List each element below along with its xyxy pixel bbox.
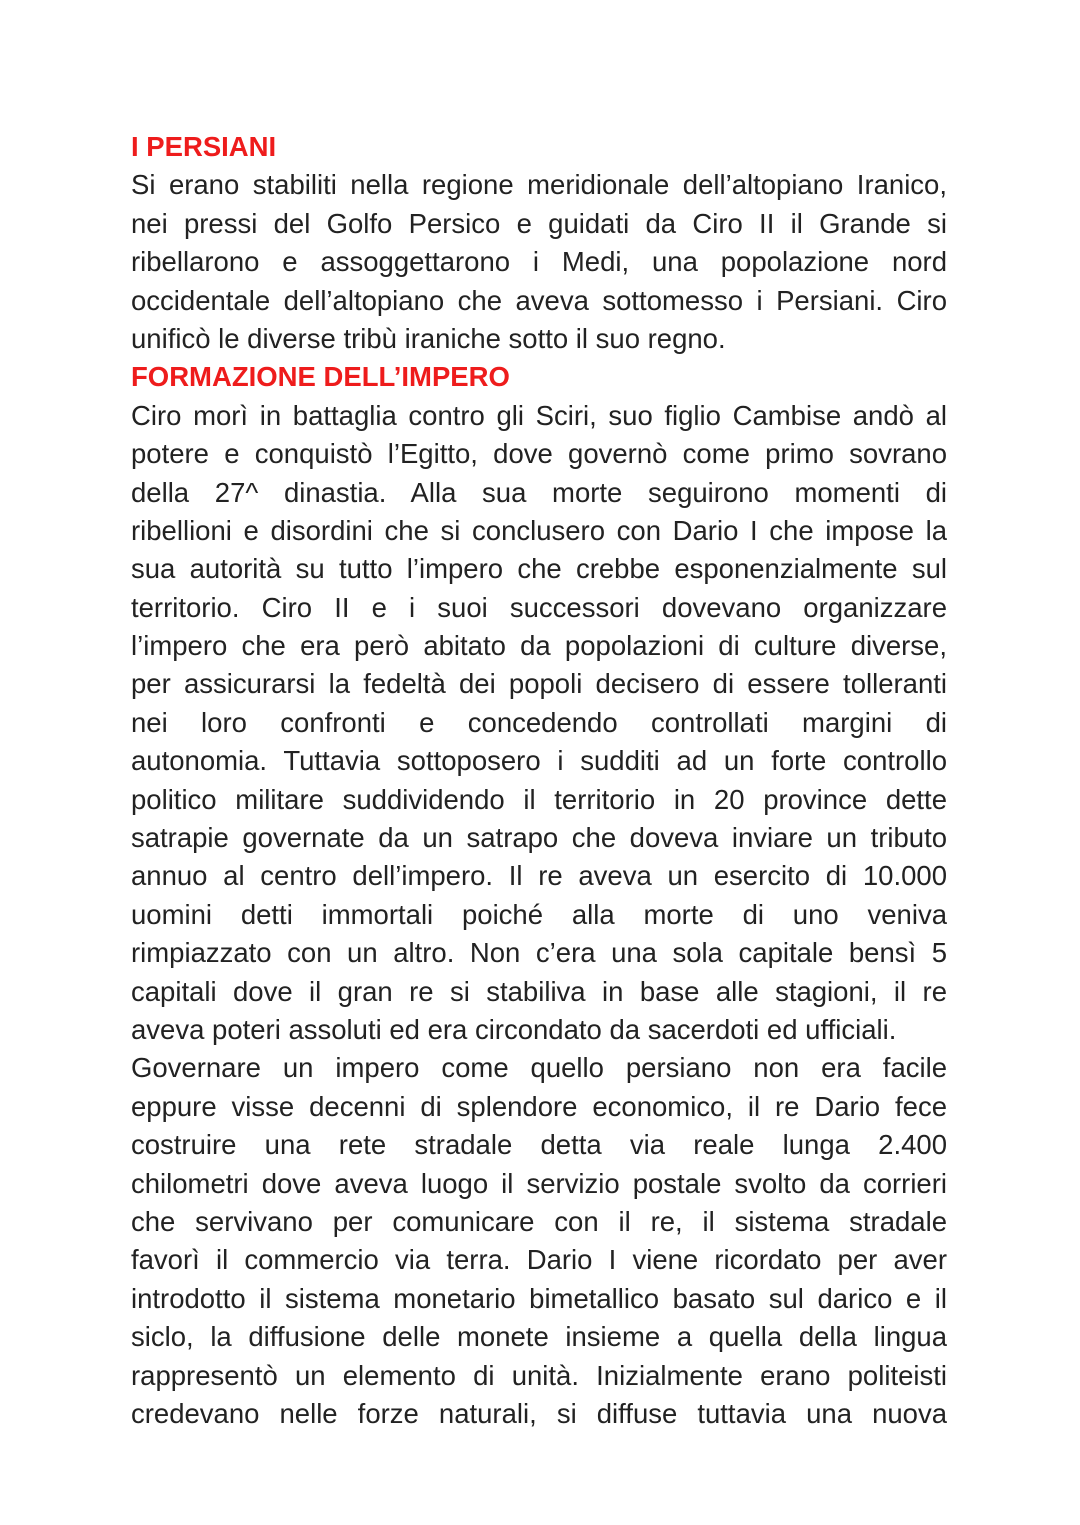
paragraph-line: siclo, la diffusione delle monete insieme a quella della lingua bbox=[131, 1321, 947, 1353]
paragraph-line: territorio. Ciro II e i suoi successori dovevano organizzare bbox=[131, 591, 947, 623]
paragraph-line: satrapie governate da un satrapo che doveva inviare un tributo bbox=[131, 822, 947, 854]
paragraph-line: nei pressi del Golfo Persico e guidati da Ciro II il Grande si bbox=[131, 207, 947, 239]
paragraph-line: rimpiazzato con un altro. Non c’era una sola capitale bensì 5 bbox=[131, 937, 947, 969]
paragraph-line: occidentale dell’altopiano che aveva sottomesso i Persiani. Ciro bbox=[131, 284, 947, 316]
paragraph-line: eppure visse decenni di splendore economico, il re Dario fece bbox=[131, 1090, 947, 1122]
paragraph-line: ribellioni e disordini che si conclusero con Dario I che impose la bbox=[131, 514, 947, 546]
paragraph-line: rappresentò un elemento di unità. Inizialmente erano politeisti bbox=[131, 1359, 947, 1391]
paragraph-line: annuo al centro dell’impero. Il re aveva un esercito di 10.000 bbox=[131, 860, 947, 892]
paragraph-line: capitali dove il gran re si stabiliva in base alle stagioni, il re bbox=[131, 975, 947, 1007]
paragraph-line: per assicurarsi la fedeltà dei popoli decisero di essere tolleranti bbox=[131, 668, 947, 700]
paragraph-line: della 27^ dinastia. Alla sua morte seguirono momenti di bbox=[131, 476, 947, 508]
paragraph-line: credevano nelle forze naturali, si diffuse tuttavia una nuova bbox=[131, 1397, 947, 1429]
paragraph-line: introdotto il sistema monetario bimetallico basato sul darico e il bbox=[131, 1282, 947, 1314]
paragraph-line: politico militare suddividendo il territorio in 20 province dette bbox=[131, 783, 947, 815]
paragraph-line: potere e conquistò l’Egitto, dove governò come primo sovrano bbox=[131, 438, 947, 470]
paragraph-line: Ciro morì in battaglia contro gli Sciri, suo figlio Cambise andò al bbox=[131, 399, 947, 431]
paragraph-line: costruire una rete stradale detta via reale lunga 2.400 bbox=[131, 1129, 947, 1161]
document-page bbox=[131, 128, 947, 1433]
paragraph-line: nei loro confronti e concedendo controllati margini di bbox=[131, 706, 947, 738]
paragraph-line: unificò le diverse tribù iraniche sotto il suo regno. bbox=[131, 322, 726, 354]
section-heading-formazione: FORMAZIONE DELL’IMPERO bbox=[131, 361, 510, 393]
paragraph-line: che servivano per comunicare con il re, il sistema stradale bbox=[131, 1205, 947, 1237]
paragraph-line: uomini detti immortali poiché alla morte di uno veniva bbox=[131, 898, 947, 930]
paragraph-line: autonomia. Tuttavia sottoposero i sudditi ad un forte controllo bbox=[131, 745, 947, 777]
paragraph-line: l’impero che era però abitato da popolazioni di culture diverse, bbox=[131, 630, 947, 662]
paragraph-line: ribellarono e assoggettarono i Medi, una popolazione nord bbox=[131, 246, 947, 278]
paragraph-line: sua autorità su tutto l’impero che crebbe esponenzialmente sul bbox=[131, 553, 947, 585]
paragraph-line: aveva poteri assoluti ed era circondato da sacerdoti ed ufficiali. bbox=[131, 1013, 897, 1045]
paragraph-line: favorì il commercio via terra. Dario I viene ricordato per aver bbox=[131, 1244, 947, 1276]
paragraph-line: Si erano stabiliti nella regione meridionale dell’altopiano Iranico, bbox=[131, 169, 947, 201]
paragraph-line: Governare un impero come quello persiano non era facile bbox=[131, 1052, 947, 1084]
paragraph-line: chilometri dove aveva luogo il servizio postale svolto da corrieri bbox=[131, 1167, 947, 1199]
section-heading-persiani: I PERSIANI bbox=[131, 131, 277, 162]
